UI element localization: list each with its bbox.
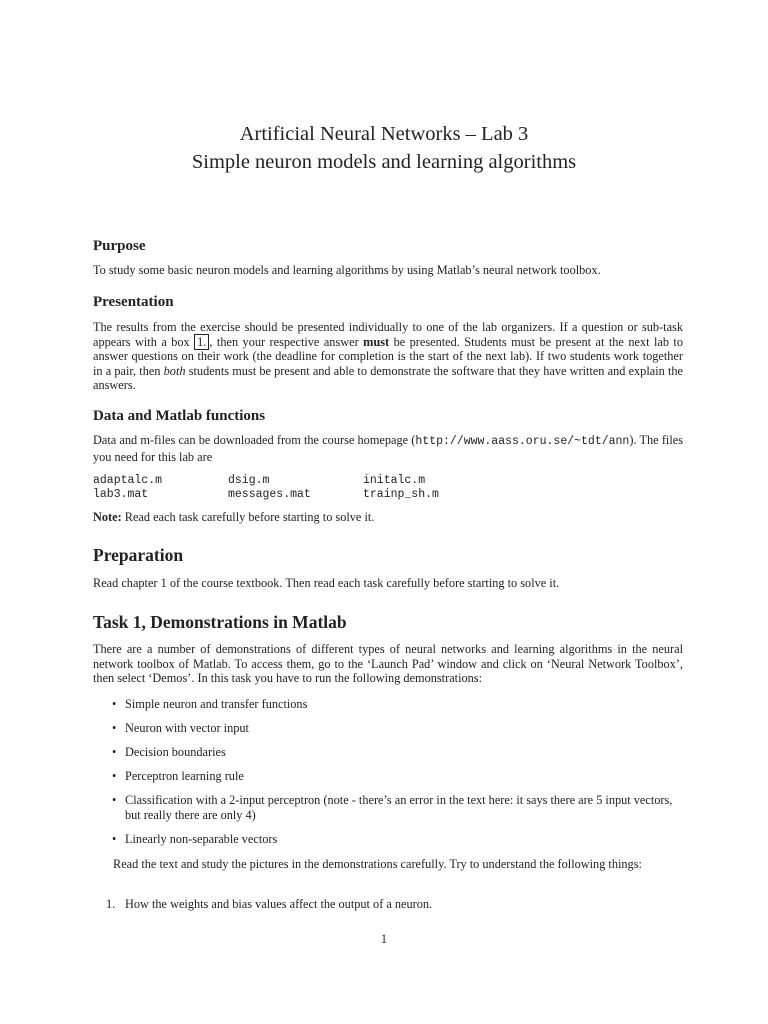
purpose-text: To study some basic neuron models and learning algorithms by using Matlab’s neural network toolbox. (93, 263, 601, 277)
file-name: adaptalc.m (93, 474, 163, 487)
task1-heading: Task 1, Demonstrations in Matlab (93, 612, 347, 632)
preparation-heading: Preparation (93, 545, 184, 565)
file-name: lab3.mat (93, 488, 149, 501)
file-name: trainp_sh.m (363, 488, 439, 501)
course-url[interactable]: http://www.aass.oru.se/~tdt/ann (415, 435, 630, 448)
preparation-text: Read chapter 1 of the course textbook. Then read each task carefully before starting to solve it. (93, 576, 560, 590)
document-title: Artificial Neural Networks – Lab 3 (239, 123, 529, 145)
data-functions-heading: Data and Matlab functions (93, 408, 266, 424)
document-page: Artificial Neural Networks – Lab 3 Simple neuron models and learning algorithms Purpose To study some basic neuron models and learning algorithms by using Matlab’s neural network toolbox. Presentation The results from the exercise should be presented individually to one of the lab organizers. If a question or sub-task appears with a box 1. , then your respective answer must be presented. Students must be present at the next lab to answer questions on their work (the deadline for completion is the start of the next lab). If two students work together in a pair, then both students must be present and able to demonstrate the software that they have written and explain the answers. Data and Matlab functions Data and m-files can be downloaded from the course homepage (http://www.aass.oru.se/~tdt/ann). The files you need for this lab are adaptalc.m dsig.m initalc.m lab3.mat messages.mat trainp_sh.m Note: Read each task carefully before starting to solve it. Preparation Read chapter 1 of the course textbook. Then read each task carefully before starting to solve it. Task 1, Demonstrations in Matlab There are a number of demonstrations of different types of neural networks and learning algorithms in the neural network toolbox of Matlab. To access them, go to the ‘Launch Pad’ window and click on ‘Neural Network Toolbox’, then select ‘Demos’. In this task you have to run the following demonstrations: • Simple neuron and transfer functions • Neuron with vector input • Decision boundaries • Perceptron learning rule • Classification with a 2-input perceptron (note - there’s an error in the text here: it says there are 5 input vectors, but really there are only 4) • Linearly non-separable vectors Read the text and study the pictures in the demonstrations carefully. Try to understand the following things: 1. How the weights and bias values affect the output of a neuron. 1 (0, 0, 768, 1024)
purpose-heading: Purpose (93, 238, 146, 254)
task1-intro: There are a number of demonstrations of different types of neural networks and learning algorithms in the neural network toolbox of Matlab. To access them, go to the ‘Launch Pad’ window and click on ‘Neural Network Toolbox’, then select ‘Demos’. In this task you have to run the following demonstrations: (93, 642, 683, 686)
file-name: initalc.m (363, 474, 426, 487)
presentation-heading: Presentation (93, 294, 174, 310)
file-name: dsig.m (228, 474, 270, 487)
page-number: 1 (380, 932, 388, 946)
document-subtitle: Simple neuron models and learning algorithms (191, 151, 577, 173)
note-text: Note: Read each task carefully before starting to solve it. (93, 510, 375, 524)
file-name: messages.mat (228, 488, 311, 501)
task1-after-text: Read the text and study the pictures in the demonstrations carefully. Try to understand the following things: (113, 857, 642, 871)
data-functions-text: Data and m-files can be downloaded from the course homepage (http://www.aass.oru.se/~tdt/ann). The files you need for this lab are (93, 433, 683, 464)
answer-box-example: 1. (194, 334, 209, 350)
presentation-text: The results from the exercise should be presented individually to one of the lab organizers. If a question or sub-task appears with a box 1. , then your respective answer must be presented. Students must be present at the next lab to answer questions on their work (the deadline for completion is the start of the next lab). If two students work together in a pair, then both students must be present and able to demonstrate the software that they have written and explain the answers. (93, 320, 683, 393)
